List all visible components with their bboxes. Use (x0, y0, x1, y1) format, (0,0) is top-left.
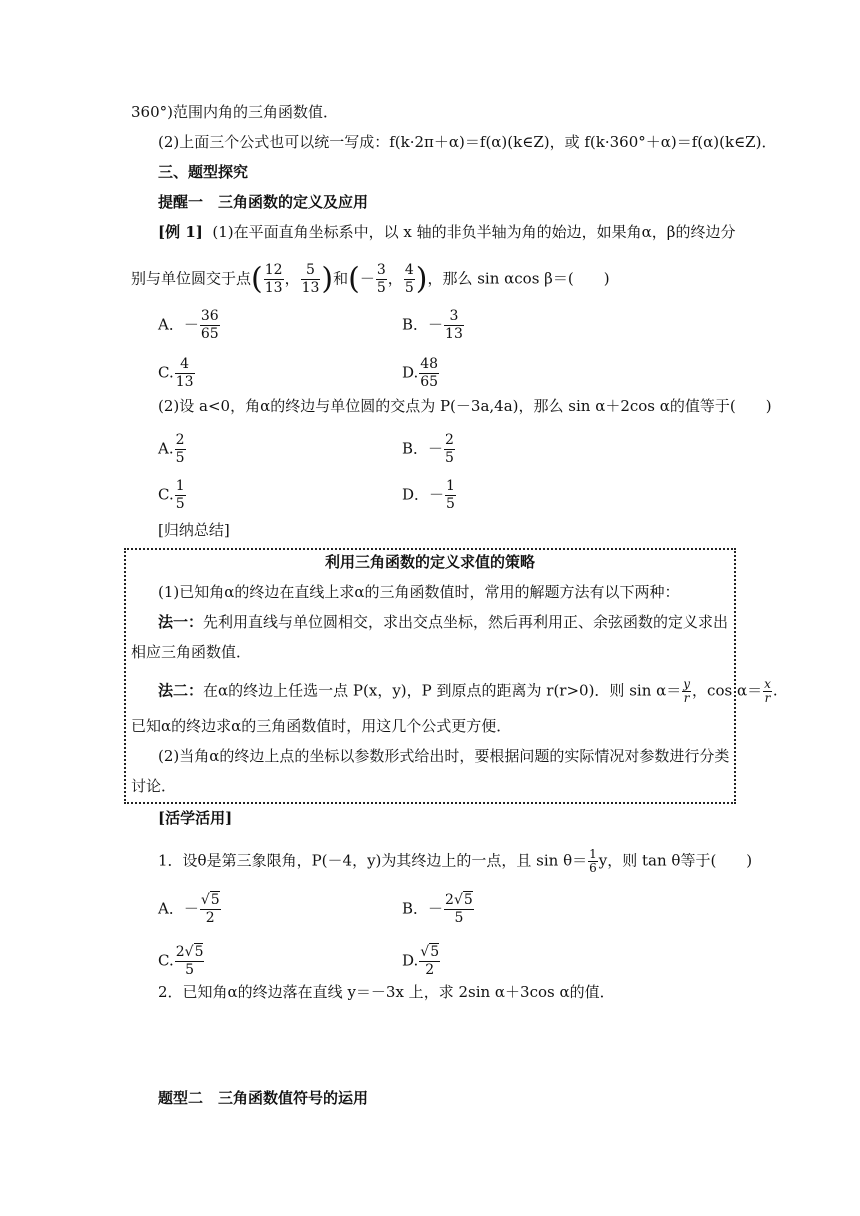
intro-line-1: 360°)范围内角的三角函数值． (131, 103, 338, 121)
option-b: B．－ $\frac{2√5}{5}$ (402, 892, 473, 926)
option-b: B．－ $\frac{2}{5}$ (402, 432, 454, 466)
tip-heading: 提醒一 三角函数的定义及应用 (158, 193, 369, 211)
option-a: A．－ $\frac{36}{65}$ (158, 308, 219, 342)
example-label: [例 1] (158, 223, 203, 241)
option-c: C. $\frac{1}{5}$ (158, 478, 185, 512)
summary-title: 利用三角函数的定义求值的策略 (324, 553, 535, 571)
method-2: 法二：在α的终边上任选一点 P(x，y)，P 到原点的距离为 r(r>0)．则 sin α＝ $\frac{y}{r}$ ，cos α＝ $\frac{x}{r}$ . (158, 677, 778, 705)
example-1-line-2: 别与单位圆交于点( $\frac{12}{13}$ ， $\frac{5}{13}$ )和(－ $\frac{3}{5}$ ， $\frac{4}{5}$ )，那么 sin αcos β＝( ) (131, 261, 610, 297)
fraction: $\frac{12}{13}$ (264, 262, 283, 296)
practice-label: [活学活用] (158, 809, 233, 827)
option-b: B．－ $\frac{3}{13}$ (402, 308, 463, 342)
method-2-cont: 已知α的终边求α的三角函数值时，用这几个公式更方便． (131, 717, 512, 735)
option-a: A. $\frac{2}{5}$ (158, 432, 185, 466)
option-a: A．－ $\frac{√5}{2}$ (158, 892, 220, 926)
option-d: D. $\frac{√5}{2}$ (402, 944, 440, 978)
example-1-question-2: (2)设 a<0，角α的终边与单位圆的交点为 P(－3a,4a)，那么 sin α＋2cos α的值等于( ) (158, 397, 772, 415)
summary-para-2-cont: 讨论． (131, 777, 177, 795)
summary-para-2: (2)当角α的终边上点的坐标以参数形式给出时，要根据问题的实际情况对参数进行分类 (158, 747, 730, 765)
type-2-heading: 题型二 三角函数值符号的运用 (158, 1089, 369, 1107)
example-1-line-1: [例 1] (1)在平面直角坐标系中，以 x 轴的非负半轴为角的始边，如果角α，β的终边分 (158, 223, 736, 241)
practice-question-2: 2．已知角α的终边落在直线 y＝－3x 上，求 2sin α＋3cos α的值． (158, 983, 615, 1001)
method-1-cont: 相应三角函数值． (131, 643, 252, 661)
option-c: C. $\frac{4}{13}$ (158, 356, 194, 390)
section-heading: 三、题型探究 (158, 163, 249, 181)
option-d: D. $\frac{48}{65}$ (402, 356, 439, 390)
summary-para-1: (1)已知角α的终边在直线上求α的三角函数值时，常用的解题方法有以下两种： (158, 583, 680, 601)
fraction: $\frac{4}{5}$ (404, 262, 414, 296)
method-1: 法一：先利用直线与单位圆相交，求出交点坐标，然后再利用正、余弦函数的定义求出 (158, 613, 729, 631)
summary-label: [归纳总结] (158, 521, 230, 539)
fraction: $\frac{3}{5}$ (376, 262, 386, 296)
practice-question-1: 1．设θ是第三象限角，P(－4，y)为其终边上的一点，且 sin θ＝ $\frac{1}{6}$ y，则 tan θ等于( ) (158, 847, 753, 875)
intro-line-2: (2)上面三个公式也可以统一写成：f(k·2π＋α)＝f(α)(k∈Z)，或 f(k·360°＋α)＝f(α)(k∈Z)． (158, 133, 777, 151)
fraction: $\frac{5}{13}$ (301, 262, 320, 296)
option-d: D．－ $\frac{1}{5}$ (402, 478, 455, 512)
option-c: C. $\frac{2√5}{5}$ (158, 944, 204, 978)
